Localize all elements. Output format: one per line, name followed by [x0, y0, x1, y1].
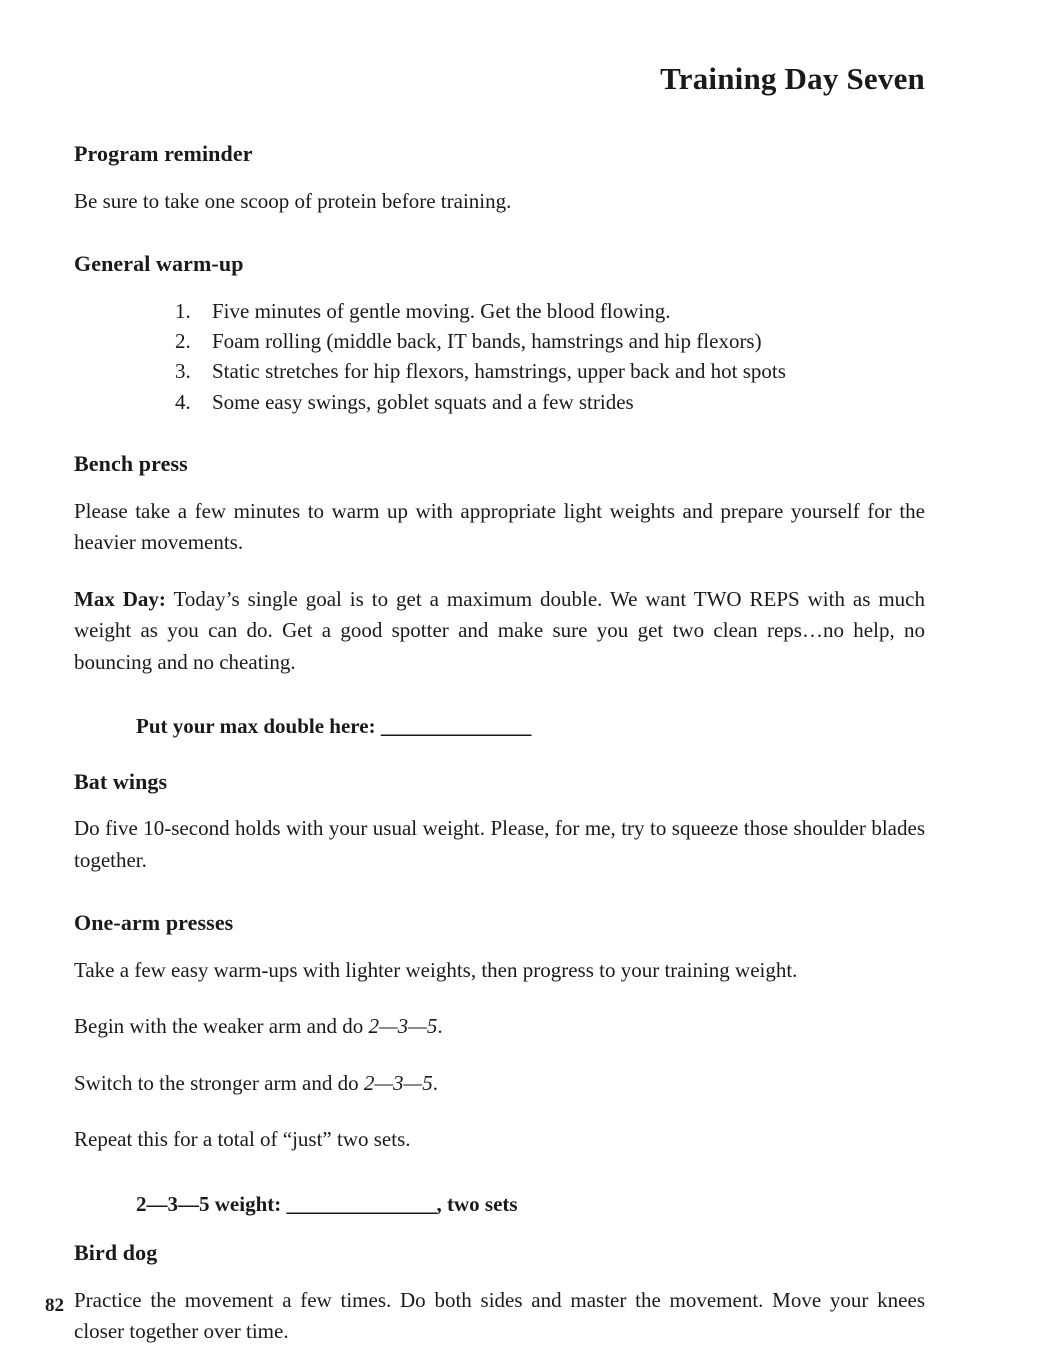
list-item-label: Five minutes of gentle moving. Get the blood flowing. — [212, 298, 671, 323]
fill-in-weight-label: 2—3—5 weight: — [136, 1191, 282, 1216]
section-heading-bird-dog: Bird dog — [74, 1240, 158, 1266]
max-day-label: Max Day: — [74, 586, 166, 611]
page-title: Training Day Seven — [660, 61, 925, 96]
section-heading-one-arm-presses: One-arm presses — [74, 910, 234, 936]
list-item-number: 3. — [175, 359, 191, 384]
list-item — [175, 296, 925, 326]
warm-up-list — [74, 296, 925, 418]
weaker-arm-suffix: . — [437, 1014, 443, 1039]
spacer — [74, 743, 925, 768]
section-heading-general-warm-up: General warm-up — [74, 251, 244, 276]
fill-in-weight-suffix: , two sets — [436, 1191, 518, 1216]
spacer — [74, 678, 925, 711]
list-item-number: 4. — [175, 389, 191, 414]
spacer — [74, 1220, 925, 1239]
spacer — [74, 417, 925, 450]
list-item-label: Static stretches for hip flexors, hamstrings, upper back and hot spots — [212, 359, 786, 384]
spacer — [74, 478, 925, 496]
section-heading-bench-press: Bench press — [74, 451, 188, 477]
spacer — [74, 217, 925, 250]
spacer — [74, 795, 925, 813]
spacer — [74, 1099, 925, 1124]
fill-in-two-three-five-weight — [74, 1189, 925, 1221]
list-item — [175, 387, 925, 417]
fill-in-weight-blank[interactable]: _______________ — [286, 1191, 437, 1216]
document-body — [74, 140, 925, 1348]
spacer — [74, 1156, 925, 1189]
paragraph-one-arm-warmup: Take a few easy warm-ups with lighter weights, then progress to your training weight. — [74, 957, 798, 982]
max-day-text: Today’s single goal is to get a maximum double. We want TWO REPS with as much weight as you can do. Get a good spotter and make sure you get two clean reps…no help, no bouncing and no cheating. — [74, 586, 925, 674]
paragraph-program-reminder: Be sure to take one scoop of protein before training. — [74, 188, 512, 213]
spacer — [74, 986, 925, 1011]
weaker-arm-prefix: Begin with the weaker arm and do — [74, 1014, 369, 1039]
spacer — [74, 876, 925, 909]
fill-in-max-double-blank[interactable]: _______________ — [380, 714, 531, 739]
paragraph-bench-press-warmup: Please take a few minutes to warm up with appropriate light weights and prepare yourself for the heavier movements. — [74, 498, 925, 555]
paragraph-bat-wings: Do five 10-second holds with your usual weight. Please, for me, try to squeeze those shoulder blades together. — [74, 816, 925, 872]
spacer — [74, 1267, 925, 1285]
weaker-arm-reps: 2—3—5 — [368, 1014, 438, 1039]
paragraph-stronger-arm — [74, 1068, 925, 1100]
section-heading-program-reminder: Program reminder — [74, 141, 253, 166]
spacer — [74, 559, 925, 584]
paragraph-bird-dog: Practice the movement a few times. Do both sides and master the movement. Move your knees closer together over time. — [74, 1287, 925, 1344]
stronger-arm-suffix: . — [432, 1070, 438, 1095]
spacer — [74, 937, 925, 955]
spacer — [74, 278, 925, 296]
fill-in-max-double — [74, 711, 925, 743]
list-item — [175, 326, 925, 356]
list-item — [175, 356, 925, 386]
stronger-arm-prefix: Switch to the stronger arm and do — [74, 1070, 364, 1095]
page-number: 82 — [45, 1295, 64, 1316]
stronger-arm-reps: 2—3—5 — [363, 1070, 433, 1095]
spacer — [74, 1043, 925, 1068]
spacer — [74, 168, 925, 186]
section-heading-bat-wings: Bat wings — [74, 768, 168, 794]
list-item-number: 2. — [175, 328, 191, 353]
list-item-label: Foam rolling (middle back, IT bands, hamstrings and hip flexors) — [212, 328, 762, 353]
paragraph-repeat-sets: Repeat this for a total of “just” two sets. — [74, 1127, 411, 1152]
fill-in-max-double-label: Put your max double here: — [136, 714, 376, 739]
list-item-number: 1. — [175, 298, 191, 323]
paragraph-weaker-arm — [74, 1011, 925, 1043]
list-item-label: Some easy swings, goblet squats and a few strides — [212, 389, 634, 414]
paragraph-max-day — [74, 584, 925, 679]
